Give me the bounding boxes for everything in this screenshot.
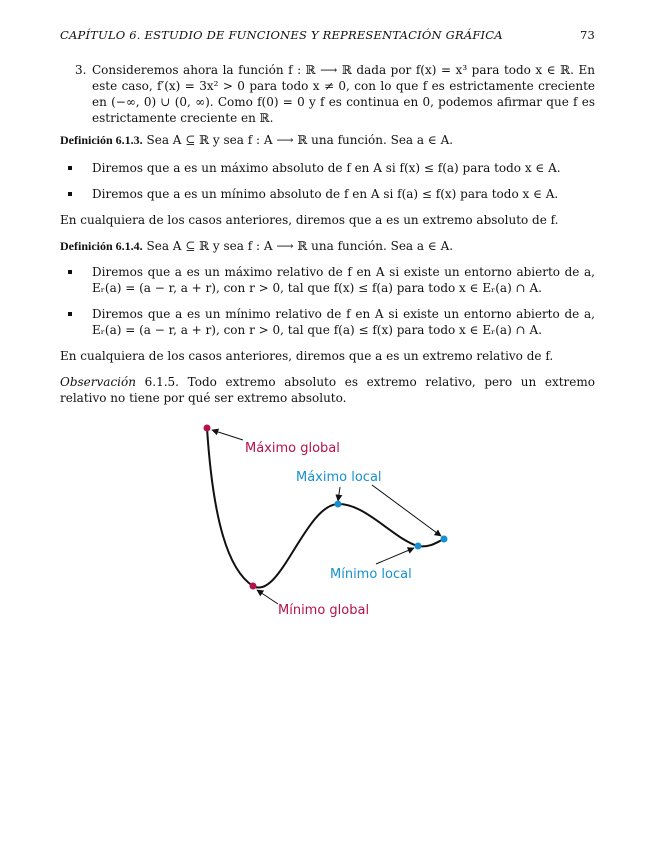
definition-intro: Sea A ⊆ ℝ y sea f : A ⟶ ℝ una función. Sea a ∈ A. — [146, 133, 454, 147]
arrow-local-min — [376, 548, 414, 564]
label-global-max: Máximo global — [245, 441, 340, 456]
label-local-max: Máximo local — [296, 470, 382, 485]
list-item-text: Diremos que a es un mínimo absoluto de f en A si f(a) ≤ f(x) para todo x ∈ A. — [92, 187, 559, 201]
definition-title: Definición 6.1.3. — [60, 133, 143, 147]
definition-closing: En cualquiera de los casos anteriores, diremos que a es un extremo relativo de f. — [60, 349, 554, 363]
point-local-max — [335, 501, 342, 508]
arrow-global-min — [257, 590, 278, 604]
arrow-local-max-2 — [372, 485, 441, 536]
observation-number: 6.1.5. — [144, 375, 179, 389]
label-local-min: Mínimo local — [330, 567, 412, 582]
arrow-local-max — [338, 487, 340, 501]
list-item-text: Diremos que a es un máximo absoluto de f en A si f(x) ≤ f(a) para todo x ∈ A. — [92, 161, 561, 175]
arrow-global-max — [212, 430, 243, 440]
definition-closing: En cualquiera de los casos anteriores, diremos que a es un extremo absoluto de f. — [60, 213, 559, 227]
chapter-title: CAPÍTULO 6. ESTUDIO DE FUNCIONES Y REPRESENTACIÓN GRÁFICA — [60, 28, 503, 42]
item-text: Consideremos ahora la función f : ℝ ⟶ ℝ dada por f(x) = x³ para todo x ∈ ℝ. En este caso, f′(x) = 3x² > 0 para todo x ≠ 0, con lo que f es estrictamente creciente en (−∞, 0) ∪ (0, ∞). Como f(0) = 0 y f es continua en 0, podemos afirmar que f es estrictamente creciente en ℝ. — [92, 63, 595, 125]
point-global-min — [250, 583, 257, 590]
definition-intro: Sea A ⊆ ℝ y sea f : A ⟶ ℝ una función. Sea a ∈ A. — [146, 239, 454, 253]
point-global-max — [204, 425, 211, 432]
observation-text: Todo extremo absoluto es extremo relativo, pero un extremo relativo no tiene por qué ser extremo absoluto. — [60, 375, 595, 405]
page-number: 73 — [579, 28, 595, 42]
item-number: 3. — [75, 63, 87, 77]
list-item-text: Diremos que a es un mínimo relativo de f en A si existe un entorno abierto de a, Eᵣ(a) = (a − r, a + r), con r > 0, tal que f(a) ≤ f(x) para todo x ∈ Eᵣ(a) ∩ A. — [92, 307, 595, 337]
point-endpoint — [441, 536, 448, 543]
label-global-min: Mínimo global — [278, 603, 370, 618]
list-item-text: Diremos que a es un máximo relativo de f en A si existe un entorno abierto de a, Eᵣ(a) = (a − r, a + r), con r > 0, tal que f(x) ≤ f(a) para todo x ∈ Eᵣ(a) ∩ A. — [92, 265, 595, 295]
definition-title: Definición 6.1.4. — [60, 239, 143, 253]
point-local-min — [415, 543, 422, 550]
observation-title: Observación — [60, 375, 136, 389]
